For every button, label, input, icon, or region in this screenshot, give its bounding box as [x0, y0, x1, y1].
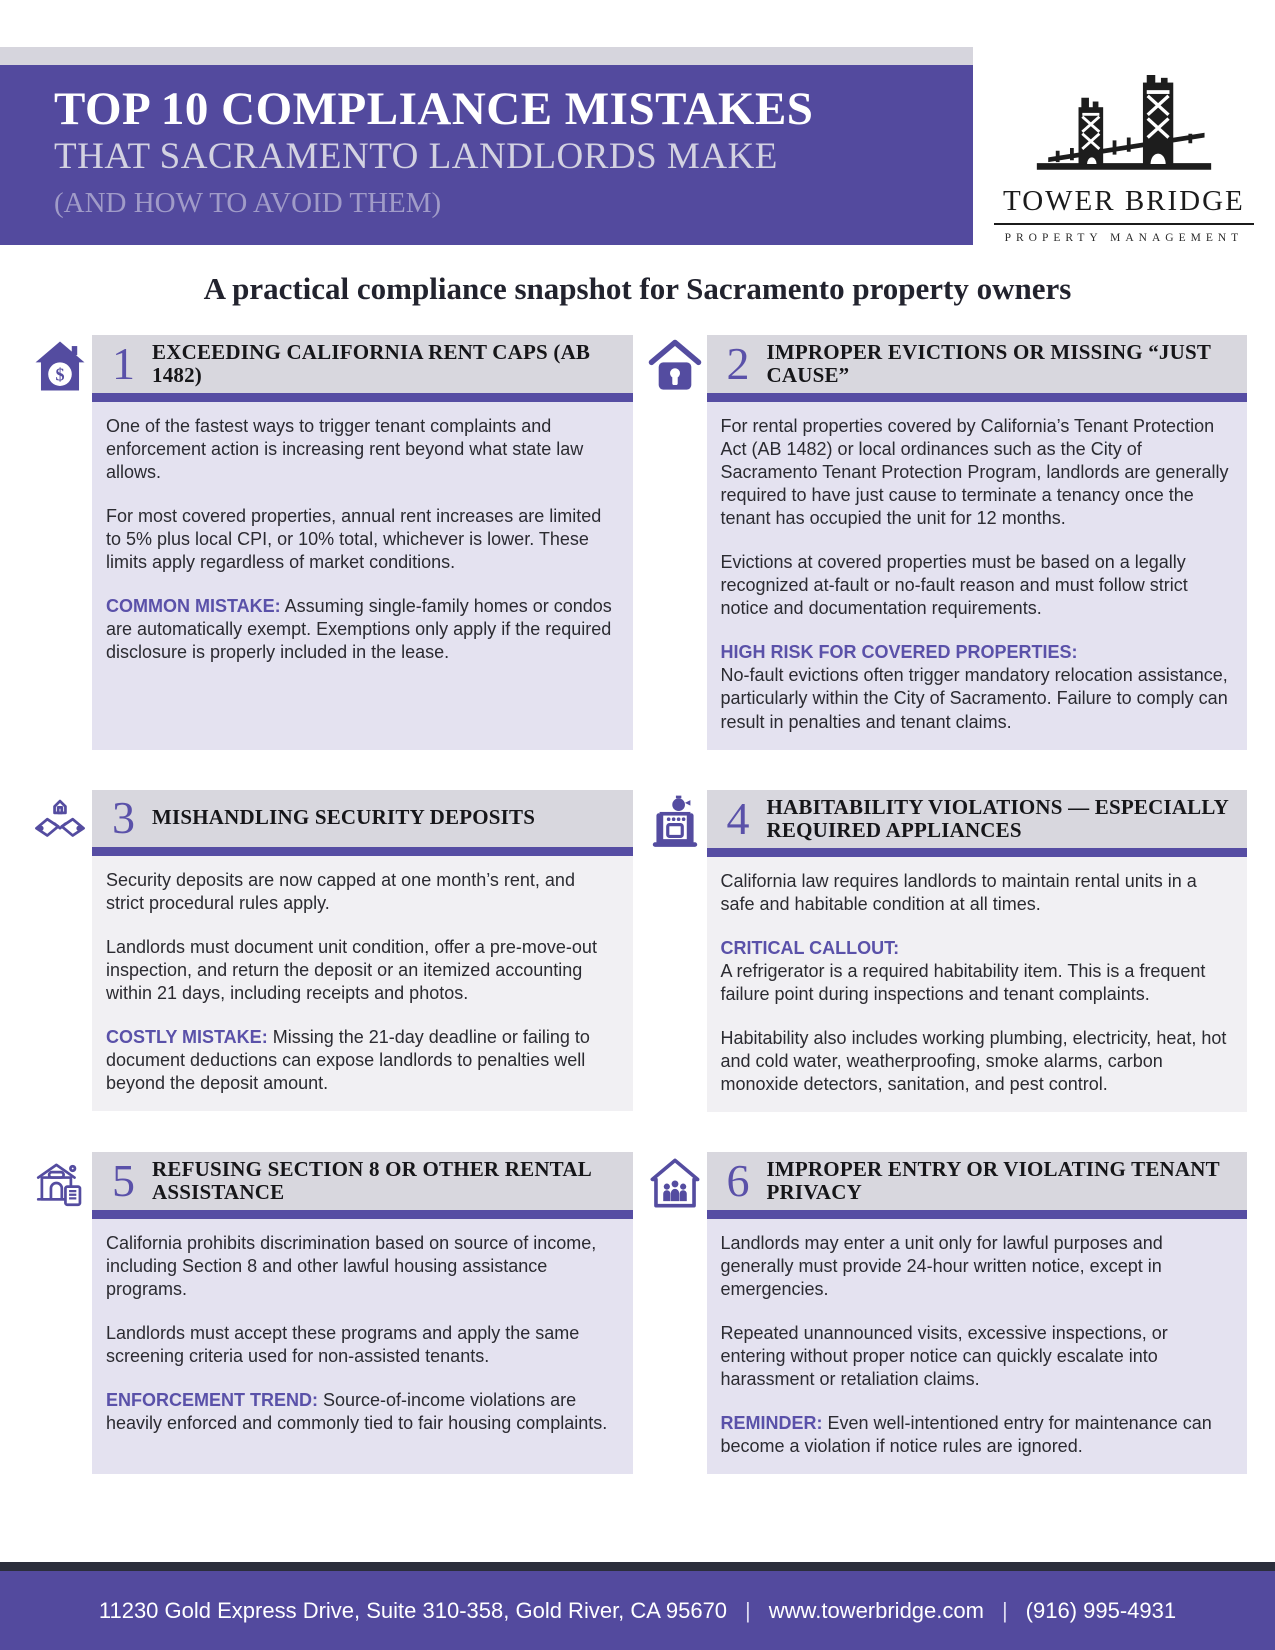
- page-title: TOP 10 COMPLIANCE MISTAKES: [54, 83, 814, 135]
- section-2-icon-cell: [643, 335, 707, 750]
- section-1-content: [92, 335, 633, 750]
- house-keyhole-icon: [646, 337, 704, 395]
- paragraph: [721, 937, 1232, 1006]
- section-2-content: [707, 335, 1248, 750]
- house-family-icon: [646, 1154, 704, 1212]
- paragraph: [106, 1322, 617, 1368]
- section-title: HABITABILITY VIOLATIONS — ESPECIALLY REQUIRED APPLIANCES: [766, 794, 1229, 842]
- paragraph: [106, 505, 617, 574]
- paragraph-text: Source-of-income violations are heavily enforced and commonly tied to fair housing complaints.: [106, 1390, 608, 1434]
- paragraph: [106, 595, 617, 664]
- header-gray-strip: [0, 47, 973, 65]
- section-3-icon-cell: [28, 790, 92, 1112]
- section-6-accent-rule: [707, 1210, 1248, 1219]
- section-1-rent-caps: [28, 335, 633, 750]
- logo-area: [973, 65, 1275, 245]
- section-3-security-deposits: [28, 790, 633, 1112]
- footer-separator: |: [745, 1597, 751, 1623]
- paragraph-text: California prohibits discrimination based on source of income, including Section 8 and other lawful housing assistance programs.: [106, 1233, 597, 1300]
- section-number: 2: [726, 338, 750, 390]
- section-3-content: [92, 790, 633, 1112]
- paragraph-text: Assuming single-family homes or condos are automatically exempt. Exemptions only apply if the required disclosure is properly included in the lease.: [106, 596, 612, 663]
- section-4-accent-rule: [707, 848, 1248, 857]
- section-5-content: [92, 1152, 633, 1474]
- section-3-body: [92, 856, 633, 1111]
- housing-assistance-icon: [31, 1154, 89, 1212]
- section-5-icon-cell: [28, 1152, 92, 1474]
- paragraph-text: Missing the 21-day deadline or failing to document deductions can expose landlords to penalties well beyond the deposit amount.: [106, 1026, 590, 1093]
- paragraph-text: Security deposits are now capped at one month’s rent, and strict procedural rules apply.: [106, 869, 575, 913]
- handshake-house-icon: [31, 792, 89, 850]
- section-5-header: [92, 1152, 633, 1210]
- section-number: 5: [112, 1155, 135, 1207]
- section-4-content: [707, 790, 1248, 1112]
- section-6-header: [707, 1152, 1248, 1210]
- callout-label: HIGH RISK FOR COVERED PROPERTIES:: [720, 642, 1078, 663]
- header-title-block: [0, 65, 973, 245]
- paragraph-text: Even well-intentioned entry for maintenance can become a violation if notice rules are ignored.: [720, 1413, 1212, 1457]
- paragraph: [721, 551, 1232, 620]
- section-number: 6: [726, 1155, 750, 1207]
- paragraph: [106, 869, 617, 915]
- section-6-icon-cell: [643, 1152, 707, 1474]
- section-4-habitability: [643, 790, 1248, 1112]
- logo-name: TOWER BRIDGE: [994, 183, 1254, 225]
- footer-phone: (916) 995-4931: [1025, 1597, 1177, 1623]
- header-banner: [0, 65, 1275, 245]
- paragraph: [721, 641, 1232, 733]
- paragraph-text: No-fault evictions often trigger mandatory relocation assistance, particularly within the City of Sacramento. Failure to comply can result in penalties and tenant claims.: [720, 665, 1228, 732]
- footer: [0, 1562, 1275, 1650]
- section-number: 3: [112, 792, 135, 844]
- paragraph-text: A refrigerator is a required habitability item. This is a frequent failure point during inspections and tenant complaints.: [720, 960, 1206, 1004]
- footer-separator: |: [1001, 1597, 1008, 1623]
- section-4-icon-cell: [643, 790, 707, 1112]
- section-6-tenant-privacy: [643, 1152, 1248, 1474]
- house-dollar-icon: [31, 337, 89, 395]
- paragraph: [721, 1412, 1232, 1458]
- main-content: [0, 335, 1275, 1536]
- paragraph-text: For rental properties covered by California’s Tenant Protection Act (AB 1482) or local ordinances such as the City of Sacramento Tenant Protection Program, landlords are generally required to have just cause to terminate a tenancy once the tenant has occupied the unit for 12 months.: [720, 416, 1229, 529]
- paragraph: [106, 1026, 617, 1095]
- paragraph-text: For most covered properties, annual rent increases are limited to 5% plus local CPI, or 10% total, whichever is lower. These limits apply regardless of market conditions.: [106, 506, 602, 573]
- document-subtitle: A practical compliance snapshot for Sacramento property owners: [203, 270, 1072, 306]
- paragraph: [721, 1027, 1232, 1096]
- callout-label: CRITICAL CALLOUT:: [720, 937, 900, 958]
- section-title: REFUSING SECTION 8 OR OTHER RENTAL ASSISTANCE: [152, 1156, 591, 1205]
- section-3-accent-rule: [92, 847, 633, 856]
- paragraph-text: Landlords must accept these programs and apply the same screening criteria used for non-assisted tenants.: [106, 1323, 580, 1367]
- stove-appliance-icon: [646, 792, 704, 850]
- callout-label: COSTLY MISTAKE:: [106, 1026, 268, 1047]
- sections-grid: [28, 335, 1247, 1474]
- section-5-body: [92, 1219, 633, 1474]
- section-2-evictions: [643, 335, 1248, 750]
- footer-address: 11230 Gold Express Drive, Suite 310-358, Gold River, CA 95670: [98, 1597, 728, 1623]
- paragraph-text: Landlords must document unit condition, offer a pre-move-out inspection, and return the deposit or an itemized accounting within 21 days, including receipts and photos.: [106, 936, 597, 1003]
- paragraph: [106, 1389, 617, 1435]
- paragraph: [721, 1322, 1232, 1391]
- section-2-accent-rule: [707, 393, 1248, 402]
- section-1-body: [92, 402, 633, 749]
- paragraph: [721, 870, 1232, 916]
- section-2-header: [707, 335, 1248, 393]
- paragraph-text: Habitability also includes working plumbing, electricity, heat, hot and cold water, weatherproofing, smoke alarms, carbon monoxide detectors, sanitation, and pest control.: [720, 1027, 1227, 1094]
- section-title: IMPROPER EVICTIONS OR MISSING “JUST CAUSE”: [766, 339, 1211, 388]
- header: [0, 0, 1275, 245]
- company-logo: [994, 75, 1254, 244]
- callout-label: COMMON MISTAKE:: [106, 596, 281, 617]
- section-1-header: [92, 335, 633, 393]
- paragraph-text: California law requires landlords to maintain rental units in a safe and habitable condition at all times.: [720, 870, 1197, 914]
- section-5-accent-rule: [92, 1210, 633, 1219]
- section-2-body: [707, 402, 1248, 749]
- section-title: EXCEEDING CALIFORNIA RENT CAPS (AB 1482): [152, 339, 591, 388]
- footer-website: www.towerbridge.com: [768, 1597, 984, 1623]
- section-number: 1: [112, 338, 135, 390]
- svg-text:$: $: [55, 364, 65, 385]
- page-subtitle-line: THAT SACRAMENTO LANDLORDS MAKE: [54, 135, 778, 177]
- section-title: IMPROPER ENTRY OR VIOLATING TENANT PRIVACY: [766, 1156, 1220, 1205]
- section-number: 4: [726, 792, 750, 844]
- callout-label: REMINDER:: [720, 1413, 823, 1434]
- paragraph: [106, 415, 617, 484]
- section-1-accent-rule: [92, 393, 633, 402]
- paragraph: [106, 936, 617, 1005]
- paragraph-text: Repeated unannounced visits, excessive inspections, or entering without proper notice can quickly escalate into harassment or retaliation claims.: [720, 1323, 1168, 1390]
- section-6-content: [707, 1152, 1248, 1474]
- section-title: MISHANDLING SECURITY DEPOSITS: [152, 805, 536, 830]
- paragraph: [721, 1232, 1232, 1301]
- callout-label: ENFORCEMENT TREND:: [106, 1390, 318, 1411]
- section-1-icon-cell: [28, 335, 92, 750]
- section-3-header: [92, 790, 633, 847]
- footer-bar: [0, 1571, 1275, 1650]
- footer-dark-strip: [0, 1562, 1275, 1571]
- paragraph: [721, 415, 1232, 530]
- section-4-body: [707, 857, 1248, 1112]
- paragraph-text: Evictions at covered properties must be based on a legally recognized at-fault or no-fault reason and must follow strict notice and documentation requirements.: [720, 552, 1188, 619]
- tower-bridge-icon: [1029, 75, 1219, 183]
- page-tagline: (AND HOW TO AVOID THEM): [54, 187, 442, 220]
- section-6-body: [707, 1219, 1248, 1474]
- section-4-header: [707, 790, 1248, 848]
- paragraph-text: One of the fastest ways to trigger tenant complaints and enforcement action is increasing rent beyond what state law allows.: [106, 416, 584, 483]
- section-5-section8: [28, 1152, 633, 1474]
- paragraph-text: Landlords may enter a unit only for lawful purposes and generally must provide 24-hour written notice, except in emergencies.: [720, 1233, 1163, 1300]
- paragraph: [106, 1232, 617, 1301]
- logo-tagline: PROPERTY MANAGEMENT: [1004, 232, 1244, 244]
